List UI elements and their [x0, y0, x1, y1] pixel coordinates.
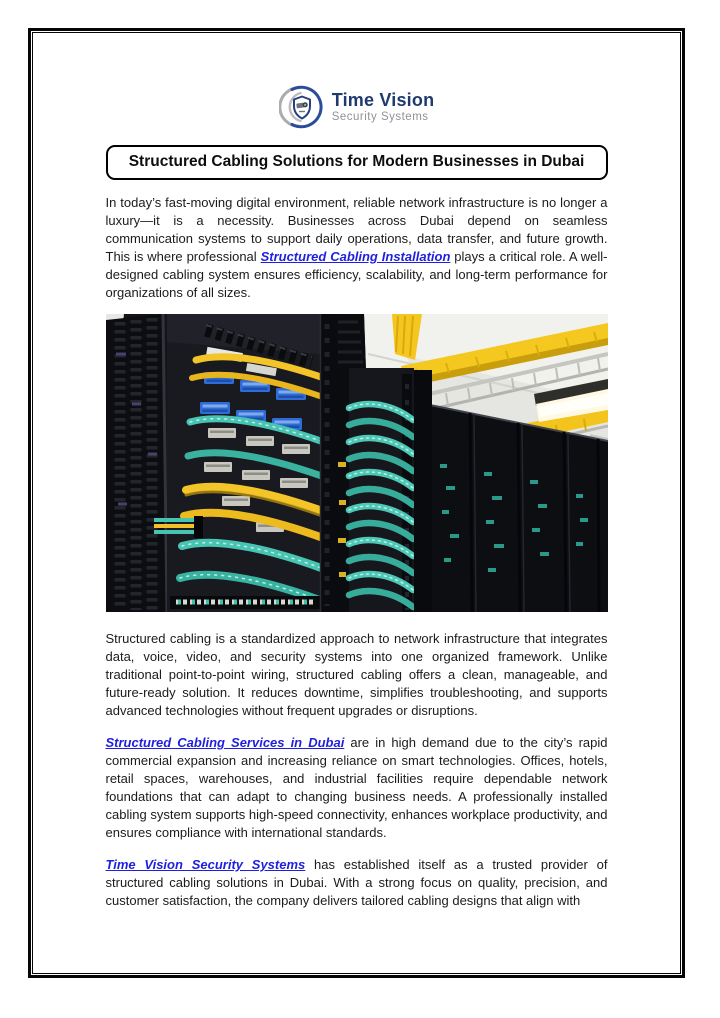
paragraph-intro: [106, 194, 608, 302]
paragraph-company-post: has established itself as a trusted provider of structured cabling solutions in Dubai. With a strong focus on quality, precision, and customer satisfaction, the company delivers tailored cabling designs that align with: [105, 856, 608, 908]
paragraph-intro-post: plays a critical role. A well-designed cabling system ensures efficiency, scalability, and long-term performance for organizations of all sizes.: [105, 248, 608, 300]
paragraph-overview-text: Structured cabling is a standardized approach to network infrastructure that integrates data, voice, video, and security systems into one organized framework. Unlike traditional point-to-point wiring, structured cabling offers a clean, manageable, and future-ready solution. It reduces downtime, simplifies troubleshooting, and supports advanced technologies without frequent upgrades or disruptions.: [105, 630, 608, 718]
page-title: Structured Cabling Solutions for Modern Businesses in Dubai: [128, 153, 585, 170]
link-time-vision-security-systems[interactable]: Time Vision Security Systems: [105, 856, 306, 872]
page-outer-border: [28, 28, 685, 978]
brand-tagline: Security Systems: [331, 111, 429, 124]
document-content: [106, 33, 608, 910]
paragraph-services: [106, 734, 608, 842]
shield-camera-swoosh-icon: [279, 84, 325, 130]
paragraph-company: [106, 856, 608, 910]
page-inner-border: [32, 32, 681, 974]
paragraph-intro-pre: In today’s fast-moving digital environment, reliable network infrastructure is no longer a luxury—it is a necessity. Businesses across Dubai depend on seamless communication systems to support daily operations, data transfer, and future growth. This is where professional: [105, 194, 608, 264]
brand-logo: [106, 82, 608, 132]
structured-cabling-photo: [106, 314, 608, 612]
paragraph-services-post: are in high demand due to the city’s rapid commercial expansion and increasing reliance on smart technologies. Offices, hotels, retail spaces, warehouses, and industrial facilities require dependable network foundations that can adapt to changing business needs. A professionally installed cabling system supports high-speed connectivity, enhances workplace productivity, and ensures compliance with international standards.: [105, 734, 608, 840]
link-structured-cabling-services[interactable]: Structured Cabling Services in Dubai: [105, 734, 345, 750]
data-center-cabling-image: [106, 314, 608, 612]
paragraph-overview: [106, 630, 608, 720]
brand-name: Time Vision: [331, 89, 435, 110]
link-structured-cabling-installation[interactable]: Structured Cabling Installation: [260, 248, 451, 264]
title-box: [106, 145, 608, 180]
